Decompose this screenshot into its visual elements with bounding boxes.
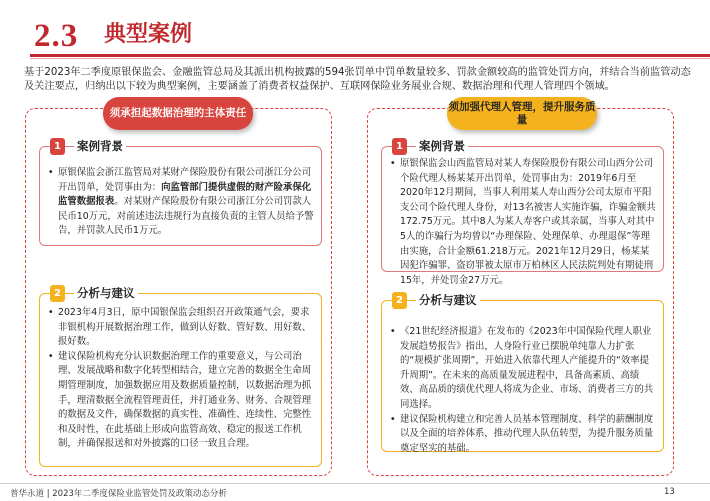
left-analysis-title: 分析与建议 <box>74 285 138 301</box>
right-case-title: 案例背景 <box>416 138 468 154</box>
right-analysis-title: 分析与建议 <box>416 292 480 308</box>
right-case-content <box>390 157 656 288</box>
title-divider-thin <box>30 58 710 59</box>
left-case-text-b: 。对某财产保险股份有限公司浙江分公司罚款人民币10万元，对前述违法违规行为直接负责的主管人员给予警告，并罚款人民币1万元。 <box>58 196 314 237</box>
left-analysis-content <box>48 306 314 452</box>
left-case-text-bold: 向监管部门提供虚假的财产险承保化监管数据报表 <box>58 181 312 208</box>
title-divider <box>30 54 710 57</box>
left-analysis-box <box>39 286 322 467</box>
left-panel-heading: 须承担起数据治理的主体责任 <box>103 97 253 130</box>
left-case-title: 案例背景 <box>74 138 126 154</box>
right-analysis-item: • 建议保险机构建立和完善人员基本管理制度、科学的薪酬制度以及全面的培养体系，推动代理人队伍转型，为提升服务质量奠定坚实的基础。 <box>390 413 656 457</box>
section-title: 典型案例 <box>104 22 193 47</box>
right-analysis-box <box>381 293 664 454</box>
left-case-badge: 1 <box>50 138 65 155</box>
right-analysis-badge: 2 <box>392 292 407 309</box>
right-analysis-content <box>390 325 656 456</box>
left-analysis-badge: 2 <box>50 285 65 302</box>
right-case-box <box>381 139 664 286</box>
section-number: 2.3 <box>34 18 79 54</box>
intro-paragraph: 基于2023年二季度原银保监会、金融监管总局及其派出机构披露的594张罚单中罚单数量较多、罚款金额较高的监管处罚方向，并结合当前监管动态及关注要点，归纳出以下较为典型案例，主要涵盖了消费者权益保护、互联网保险业务展业合规、数据治理和代理人管理四个领域。 <box>24 67 691 92</box>
footer-source: 普华永道 | 2023年二季度保险业监管处罚及政策动态分析 <box>10 489 227 499</box>
right-panel-heading: 须加强代理人管理，提升服务质量 <box>447 97 597 130</box>
page-number: 13 <box>664 487 675 497</box>
left-analysis-item: • 建议保险机构充分认识数据治理工作的重要意义，与公司治理、发展战略和数字化转型相结合，建立完善的数据全生命周期管理制度，加强数据应用及数据质量控制，以数据治理为抓手，理清数据全流程管理责任，并打通业务、财务、合规管理的数据及文件，确保数据的真实性、准确性、连续性、完整性和及时性，在此基础上形成向监管高效、稳定的报送工作机制，并确保报送和对外披露的口径一致且合理。 <box>48 350 314 452</box>
left-case-box <box>39 139 322 246</box>
left-analysis-item: • 2023年4月3日，原中国银保监会组织召开政策通气会，要求非银机构开展数据治理工作，做到认好数、管好数、用好数、报好数。 <box>48 306 314 350</box>
footer-divider <box>0 483 710 484</box>
left-case-content <box>48 166 314 239</box>
top-bar <box>0 0 710 12</box>
right-analysis-item: • 《21世纪经济报道》在发布的《2023年中国保险代理人职业发展趋势报告》指出，人身险行业已摆脱单纯靠人力扩张的“规模扩张周期”，开始进入依靠代理人产能提升的“效率提升周期”。在未来的高质量发展进程中，具备高素质、高绩效、高品质的绩优代理人将成为企业、市场、消费者三方的共同选择。 <box>390 325 656 413</box>
right-case-badge: 1 <box>392 138 407 155</box>
left-case-text-a: 原银保监会浙江监管局对某财产保险股份有限公司浙江分公司开出罚单，处罚事由为： <box>58 167 312 193</box>
right-case-text: • 原银保监会山西监管局对某人寿保险股份有限公司山西分公司个险代理人杨某某开出罚单，处罚事由为：2019年6月至2020年12月期间，当事人利用某人寿山西分公司太原市平阳支公司个险代理人身份，对13名被害人实施诈骗，诈骗金额共172.75万元。其中8人为某人寿客户或其亲属，当事人对其中5人的诈骗行为均曾以“办理保险、处理保单、办理退保”等理由实施，合计金额61.218万元。2021年12月29日，杨某某因犯诈骗罪、盗窃罪被太原市万柏林区人民法院判处有期徒刑15年，并处罚金27万元。 <box>390 157 656 288</box>
